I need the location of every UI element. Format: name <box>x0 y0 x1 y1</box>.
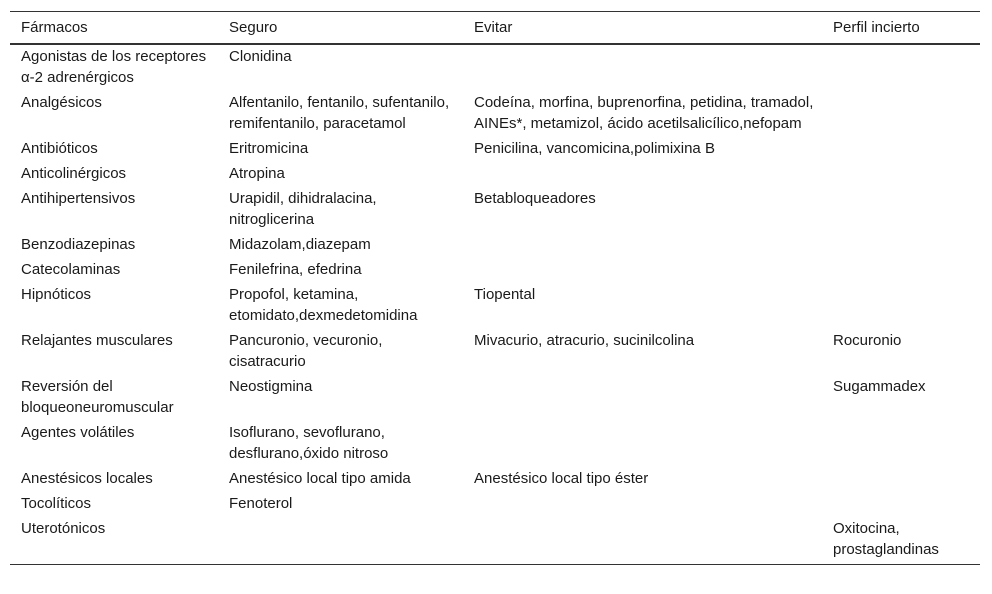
safe-cell: Anestésico local tipo amida <box>229 470 411 487</box>
avoid-cell <box>463 44 822 90</box>
table-row <box>10 374 980 420</box>
table-header <box>10 12 980 45</box>
header-perfil-incierto: Perfil incierto <box>822 12 980 45</box>
avoid-cell: Anestésico local tipo éster <box>474 470 649 487</box>
uncertain-cell <box>822 420 980 466</box>
avoid-cell <box>463 374 822 420</box>
drug-class-cell: Reversión del bloqueoneuromuscular <box>21 378 174 416</box>
safe-cell: Alfentanilo, fentanilo, sufentanilo, remifentanilo, paracetamol <box>229 94 450 132</box>
safe-cell: Pancuronio, vecuronio, cisatracurio <box>229 332 383 370</box>
drug-class-cell: Antihipertensivos <box>21 190 136 207</box>
safe-cell: Eritromicina <box>229 140 309 157</box>
uncertain-cell: Sugammadex <box>833 378 926 395</box>
drug-class-cell: Agonistas de los receptores α-2 adrenérgicos <box>21 48 207 86</box>
uncertain-cell <box>822 90 980 136</box>
avoid-cell: Codeína, morfina, buprenorfina, petidina, tramadol, AINEs*, metamizol, ácido acetilsalicílico,nefopam <box>474 94 814 132</box>
safe-cell: Clonidina <box>229 48 292 65</box>
avoid-cell: Mivacurio, atracurio, sucinilcolina <box>474 332 695 349</box>
safe-cell: Isoflurano, sevoflurano, desflurano,óxido nitroso <box>229 424 389 462</box>
avoid-cell: Penicilina, vancomicina,polimixina B <box>474 140 715 157</box>
safe-cell: Propofol, ketamina, etomidato,dexmedetomidina <box>229 286 418 324</box>
safe-cell: Midazolam,diazepam <box>229 236 371 253</box>
drug-safety-table-container <box>10 11 980 565</box>
table-row <box>10 282 980 328</box>
header-evitar: Evitar <box>463 12 822 45</box>
avoid-cell <box>463 161 822 186</box>
table-row <box>10 44 980 90</box>
drug-class-cell: Antibióticos <box>21 140 98 157</box>
drug-class-cell: Hipnóticos <box>21 286 92 303</box>
table-row <box>10 328 980 374</box>
drug-class-cell: Anestésicos locales <box>21 470 153 487</box>
drug-class-cell: Uterotónicos <box>21 520 106 537</box>
uncertain-cell <box>822 232 980 257</box>
drug-class-cell: Catecolaminas <box>21 261 121 278</box>
table-row <box>10 136 980 161</box>
avoid-cell <box>463 516 822 565</box>
uncertain-cell: Oxitocina, prostaglandinas <box>833 520 939 558</box>
table-body <box>10 44 980 565</box>
table-row <box>10 161 980 186</box>
table-row <box>10 466 980 491</box>
header-row <box>10 12 980 45</box>
uncertain-cell <box>822 186 980 232</box>
safe-cell: Fenoterol <box>229 495 293 512</box>
table-row <box>10 516 980 565</box>
avoid-cell <box>463 491 822 516</box>
uncertain-cell <box>822 136 980 161</box>
uncertain-cell <box>822 466 980 491</box>
safe-cell: Urapidil, dihidralacina, nitroglicerina <box>229 190 377 228</box>
drug-class-cell: Analgésicos <box>21 94 102 111</box>
uncertain-cell <box>822 282 980 328</box>
drug-class-cell: Relajantes musculares <box>21 332 173 349</box>
table-row <box>10 257 980 282</box>
drug-safety-table <box>10 11 980 565</box>
table-row <box>10 90 980 136</box>
uncertain-cell <box>822 161 980 186</box>
drug-class-cell: Tocolíticos <box>21 495 92 512</box>
uncertain-cell: Rocuronio <box>833 332 902 349</box>
avoid-cell <box>463 232 822 257</box>
table-row <box>10 232 980 257</box>
safe-cell: Neostigmina <box>229 378 313 395</box>
uncertain-cell <box>822 257 980 282</box>
uncertain-cell <box>822 491 980 516</box>
header-seguro: Seguro <box>218 12 463 45</box>
drug-class-cell: Anticolinérgicos <box>21 165 127 182</box>
avoid-cell <box>463 420 822 466</box>
table-row <box>10 186 980 232</box>
drug-class-cell: Agentes volátiles <box>21 424 135 441</box>
avoid-cell <box>463 257 822 282</box>
avoid-cell: Betabloqueadores <box>474 190 596 207</box>
table-row <box>10 420 980 466</box>
safe-cell: Atropina <box>229 165 285 182</box>
uncertain-cell <box>822 44 980 90</box>
safe-cell: Fenilefrina, efedrina <box>229 261 362 278</box>
safe-cell <box>218 516 463 565</box>
avoid-cell: Tiopental <box>474 286 536 303</box>
header-farmacos: Fármacos <box>10 12 218 45</box>
drug-class-cell: Benzodiazepinas <box>21 236 136 253</box>
table-row <box>10 491 980 516</box>
